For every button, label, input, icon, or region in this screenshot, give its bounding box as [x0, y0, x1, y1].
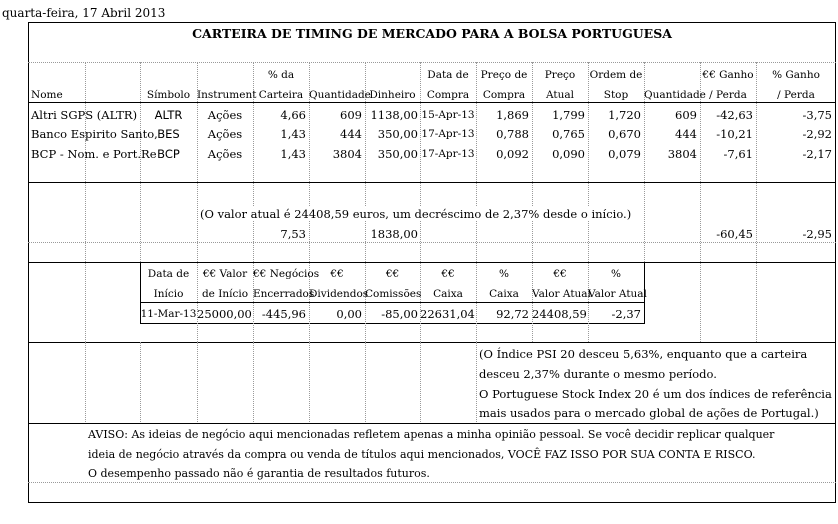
section-rule-4: [28, 423, 836, 424]
cell-data: 15-Apr-13: [421, 109, 475, 121]
summary-header-valor-inicio-2: de Início: [201, 288, 249, 300]
cell-data: 17-Apr-13: [421, 148, 475, 160]
cell-preco-compra: 0,092: [496, 147, 529, 161]
header-preco-compra-2: Compra: [482, 89, 526, 101]
cell-dinheiro: 350,00: [377, 127, 418, 141]
header-rule: [28, 102, 836, 103]
cell-qtd: 3804: [332, 147, 362, 161]
cell-simbolo: BES: [157, 127, 180, 141]
grid-line: [28, 62, 836, 63]
header-pct-carteira-2: Carteira: [258, 89, 304, 101]
cell-ganho-eur: -7,61: [723, 147, 753, 161]
cell-nome: Banco Espirito Santo,: [31, 127, 158, 141]
cell-instrument: Ações: [207, 147, 243, 161]
grid-line: [420, 342, 421, 422]
header-dinheiro: Dinheiro: [369, 89, 416, 101]
section-rule-1: [28, 182, 836, 183]
cell-ganho-pct: -2,17: [802, 147, 832, 161]
header-ordem-stop-2: Stop: [603, 89, 629, 101]
summary-caixa-pct: 92,72: [496, 307, 529, 321]
cell-instrument: Ações: [207, 127, 243, 141]
header-instrument: Instrument: [197, 89, 257, 101]
valor-atual-note: (O valor atual é 24408,59 euros, um decréscimo de 2,37% desde o início.): [200, 207, 632, 221]
header-nome: Nome: [31, 89, 63, 101]
total-ganho-eur: -60,45: [716, 227, 753, 241]
total-dinheiro: 1838,00: [370, 227, 418, 241]
grid-line: [253, 342, 254, 422]
summary-caixa: 22631,04: [420, 307, 475, 321]
cell-stop: 0,079: [608, 147, 641, 161]
summary-header-caixa-pct-1: %: [499, 268, 509, 280]
cell-nome: BCP - Nom. e Port.Re: [31, 147, 157, 161]
section-rule-3: [28, 342, 836, 343]
cell-dinheiro: 350,00: [377, 147, 418, 161]
summary-header-comissoes-1: €€: [385, 268, 400, 280]
cell-pct: 1,43: [280, 147, 306, 161]
section-rule-2: [28, 262, 836, 263]
cell-ganho-pct: -2,92: [802, 127, 832, 141]
disclaimer-line: AVISO: As ideias de negócio aqui mencionadas refletem apenas a minha opinião pessoal. Se você decidir replicar qualquer: [88, 428, 775, 441]
summary-rule-bottom: [140, 323, 645, 324]
summary-header-caixa-pct-2: Caixa: [489, 288, 519, 300]
cell-nome: Altri SGPS (ALTR): [31, 108, 138, 122]
summary-header-data-inicio-2: Início: [153, 288, 184, 300]
cell-pct: 1,43: [280, 127, 306, 141]
summary-header-dividendos-1: €€: [330, 268, 344, 280]
grid-line: [700, 62, 701, 342]
header-preco-atual-2: Atual: [546, 89, 574, 101]
grid-line: [197, 342, 198, 422]
disclaimer-line: ideia de negócio através da compra ou venda de títulos aqui mencionados, VOCÊ FAZ ISSO POR SUA CONTA E RISCO.: [88, 448, 756, 461]
grid-line: [365, 342, 366, 422]
header-ganho-pct-1: % Ganho: [772, 69, 820, 81]
cell-ganho-eur: -42,63: [716, 108, 753, 122]
summary-header-comissoes-2: Comissões: [365, 288, 422, 300]
grid-line: [756, 62, 757, 342]
summary-header-valor-inicio-1: €€ Valor: [202, 268, 248, 280]
summary-negocios: -445,96: [261, 307, 306, 321]
grid-line: [309, 342, 310, 422]
summary-header-negocios-1: €€ Negócios: [253, 268, 320, 280]
summary-valor-atual-pct: -2,37: [611, 307, 641, 321]
grid-line: [28, 482, 836, 483]
page-title: CARTEIRA DE TIMING DE MERCADO PARA A BOLSA PORTUGUESA: [192, 26, 672, 41]
cell-preco-compra: 0,788: [496, 127, 529, 141]
cell-instrument: Ações: [207, 108, 243, 122]
summary-valor-inicio: 25000,00: [197, 307, 252, 321]
cell-qtd: 609: [340, 108, 362, 122]
disclaimer-line: O desempenho passado não é garantia de resultados futuros.: [88, 467, 430, 480]
cell-preco-atual: 0,090: [552, 147, 585, 161]
outer-border-top: [28, 22, 836, 23]
header-pct-carteira-1: % da: [267, 69, 295, 81]
cell-simbolo: ALTR: [154, 108, 183, 122]
grid-line: [85, 62, 86, 342]
header-quantidade-2: Quantidade: [644, 89, 706, 101]
summary-header-caixa-1: €€: [441, 268, 455, 280]
summary-header-valor-atual-pct-2: Valor Atual: [588, 288, 647, 300]
total-ganho-pct: -2,95: [802, 227, 832, 241]
summary-header-negocios-2: Encerrados: [253, 288, 315, 300]
cell-qtd2: 609: [675, 108, 697, 122]
grid-line: [28, 242, 836, 243]
header-simbolo: Símbolo: [146, 89, 191, 101]
summary-header-data-inicio-1: Data de: [147, 268, 190, 280]
cell-data: 17-Apr-13: [421, 128, 475, 140]
cell-simbolo: BCP: [157, 147, 180, 161]
header-preco-atual-1: Preço: [544, 69, 576, 81]
cell-qtd: 444: [340, 127, 362, 141]
summary-dividendos: 0,00: [336, 307, 362, 321]
cell-stop: 1,720: [608, 108, 641, 122]
report-date: quarta-feira, 17 Abril 2013: [2, 6, 166, 20]
summary-header-valor-atual-2: Valor Atual: [532, 288, 591, 300]
header-ganho-eur-2: / Perda: [709, 89, 747, 101]
psi-note-line: mais usados para o mercado global de ações de Portugal.): [479, 406, 819, 420]
cell-stop: 0,670: [608, 127, 641, 141]
psi-note-line: (O Índice PSI 20 desceu 5,63%, enquanto que a carteira: [479, 347, 808, 361]
header-data-compra-2: Compra: [426, 89, 470, 101]
summary-header-valor-atual-1: €€: [553, 268, 567, 280]
cell-dinheiro: 1138,00: [370, 108, 418, 122]
header-quantidade: Quantidade: [309, 89, 371, 101]
summary-data-inicio: 11-Mar-13: [140, 308, 197, 320]
summary-header-dividendos-2: Dividendos: [309, 288, 369, 300]
summary-header-valor-atual-pct-1: %: [611, 268, 621, 280]
cell-pct: 4,66: [280, 108, 306, 122]
cell-preco-compra: 1,869: [496, 108, 529, 122]
cell-preco-atual: 0,765: [552, 127, 585, 141]
total-pct: 7,53: [280, 227, 306, 241]
summary-rule-top: [140, 302, 645, 303]
header-preco-compra-1: Preço de: [480, 69, 528, 81]
psi-note-line: desceu 2,37% durante o mesmo período.: [479, 367, 717, 381]
grid-line: [85, 342, 86, 422]
header-ganho-pct-2: / Perda: [777, 89, 815, 101]
summary-header-caixa-2: Caixa: [433, 288, 463, 300]
cell-preco-atual: 1,799: [552, 108, 585, 122]
grid-line: [476, 342, 477, 422]
header-data-compra-1: Data de: [427, 69, 469, 81]
cell-ganho-eur: -10,21: [716, 127, 753, 141]
cell-ganho-pct: -3,75: [802, 108, 832, 122]
cell-qtd2: 3804: [667, 147, 697, 161]
outer-border-bottom: [28, 502, 836, 503]
cell-qtd2: 444: [675, 127, 697, 141]
summary-comissoes: -85,00: [381, 307, 418, 321]
grid-line: [140, 342, 141, 422]
summary-valor-atual: 24408,59: [532, 307, 587, 321]
header-ordem-stop-1: Ordem de: [589, 69, 643, 81]
psi-note-line: O Portuguese Stock Index 20 é um dos índices de referência: [479, 387, 832, 401]
header-ganho-eur-1: €€ Ganho: [702, 69, 754, 81]
